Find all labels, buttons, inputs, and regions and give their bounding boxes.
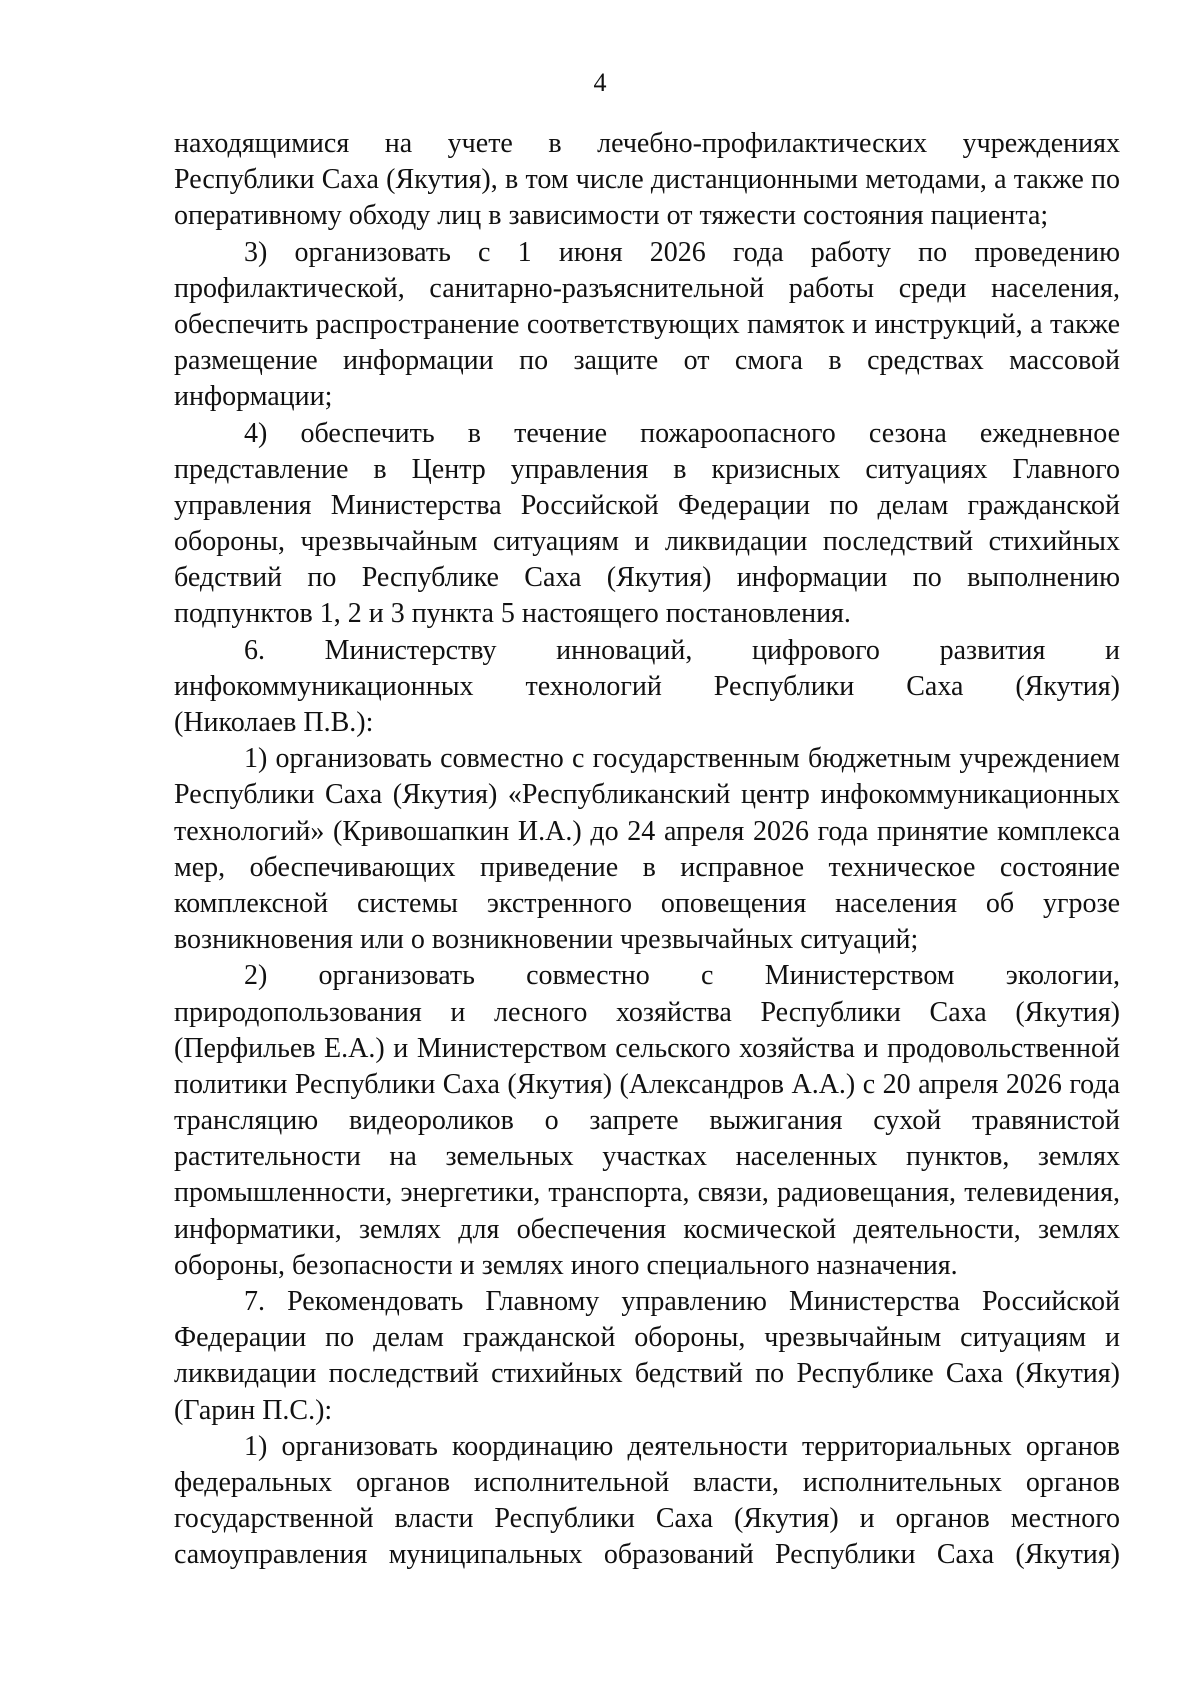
text-line: 2) организовать совместно с Министерством экологии, — [244, 960, 1120, 992]
text-line: подпунктов 1, 2 и 3 пункта 5 настоящего постановления. — [174, 598, 851, 630]
text-line: растительности на земельных участках населенных пунктов, землях — [174, 1141, 1120, 1173]
text-line: (Перфильев Е.А.) и Министерством сельского хозяйства и продовольственной — [174, 1032, 1120, 1064]
text-line: Республики Саха (Якутия) «Республиканский центр инфокоммуникационных — [174, 779, 1120, 811]
text-line: 6. Министерству инноваций, цифрового развития и — [244, 634, 1120, 666]
text-line: Республики Саха (Якутия), в том числе дистанционными методами, а также по — [174, 164, 1120, 196]
text-line: обороны, чрезвычайным ситуациям и ликвидации последствий стихийных — [174, 526, 1120, 558]
document-body — [174, 126, 1120, 1574]
text-line: оперативному обходу лиц в зависимости от тяжести состояния пациента; — [174, 200, 1049, 232]
text-line: самоуправления муниципальных образований Республики Саха (Якутия) — [174, 1539, 1120, 1571]
text-line: 1) организовать координацию деятельности территориальных органов — [244, 1430, 1120, 1462]
text-line: федеральных органов исполнительной власти, исполнительных органов — [174, 1466, 1120, 1498]
text-line: политики Республики Саха (Якутия) (Александров А.А.) с 20 апреля 2026 года — [174, 1068, 1120, 1100]
text-line: бедствий по Республике Саха (Якутия) информации по выполнению — [174, 562, 1120, 594]
text-line: возникновения или о возникновении чрезвычайных ситуаций; — [174, 924, 919, 956]
text-line: обеспечить распространение соответствующих памяток и инструкций, а также — [174, 308, 1120, 340]
text-line: Федерации по делам гражданской обороны, чрезвычайным ситуациям и — [174, 1322, 1120, 1354]
text-line: информатики, землях для обеспечения космической деятельности, землях — [174, 1213, 1120, 1245]
text-line: мер, обеспечивающих приведение в исправное техническое состояние — [174, 851, 1120, 883]
text-line: находящимися на учете в лечебно-профилактических учреждениях — [174, 128, 1120, 159]
text-line: 7. Рекомендовать Главному управлению Министерства Российской — [244, 1286, 1120, 1317]
text-line: профилактической, санитарно-разъяснительной работы среди населения, — [174, 272, 1120, 304]
text-line: 4) обеспечить в течение пожароопасного сезона ежедневное — [244, 417, 1120, 449]
text-line: представление в Центр управления в кризисных ситуациях Главного — [174, 453, 1120, 485]
text-line: государственной власти Республики Саха (Якутия) и органов местного — [174, 1503, 1120, 1535]
text-line: промышленности, энергетики, транспорта, связи, радиовещания, телевидения, — [174, 1177, 1120, 1209]
text-line: технологий» (Кривошапкин И.А.) до 24 апреля 2026 года принятие комплекса — [174, 815, 1120, 847]
text-line: 3) организовать с 1 июня 2026 года работу по проведению — [244, 236, 1120, 268]
text-line: информации; — [174, 381, 333, 413]
text-line: управления Министерства Российской Федерации по делам гражданской — [174, 489, 1120, 521]
text-line: комплексной системы экстренного оповещения населения об угрозе — [174, 887, 1120, 919]
text-line: (Николаев П.В.): — [174, 707, 374, 738]
text-line: размещение информации по защите от смога в средствах массовой — [174, 345, 1120, 377]
text-line: инфокоммуникационных технологий Республики Саха (Якутия) — [174, 670, 1120, 702]
text-line: природопользования и лесного хозяйства Республики Саха (Якутия) — [174, 996, 1120, 1028]
text-line: ликвидации последствий стихийных бедствий по Республике Саха (Якутия) — [174, 1358, 1120, 1390]
text-line: трансляцию видеороликов о запрете выжигания сухой травянистой — [174, 1105, 1120, 1137]
text-line: обороны, безопасности и землях иного специального назначения. — [174, 1249, 958, 1281]
page-number: 4 — [593, 68, 607, 97]
text-line: (Гарин П.С.): — [174, 1394, 333, 1426]
text-line: 1) организовать совместно с государственным бюджетным учреждением — [244, 743, 1120, 775]
